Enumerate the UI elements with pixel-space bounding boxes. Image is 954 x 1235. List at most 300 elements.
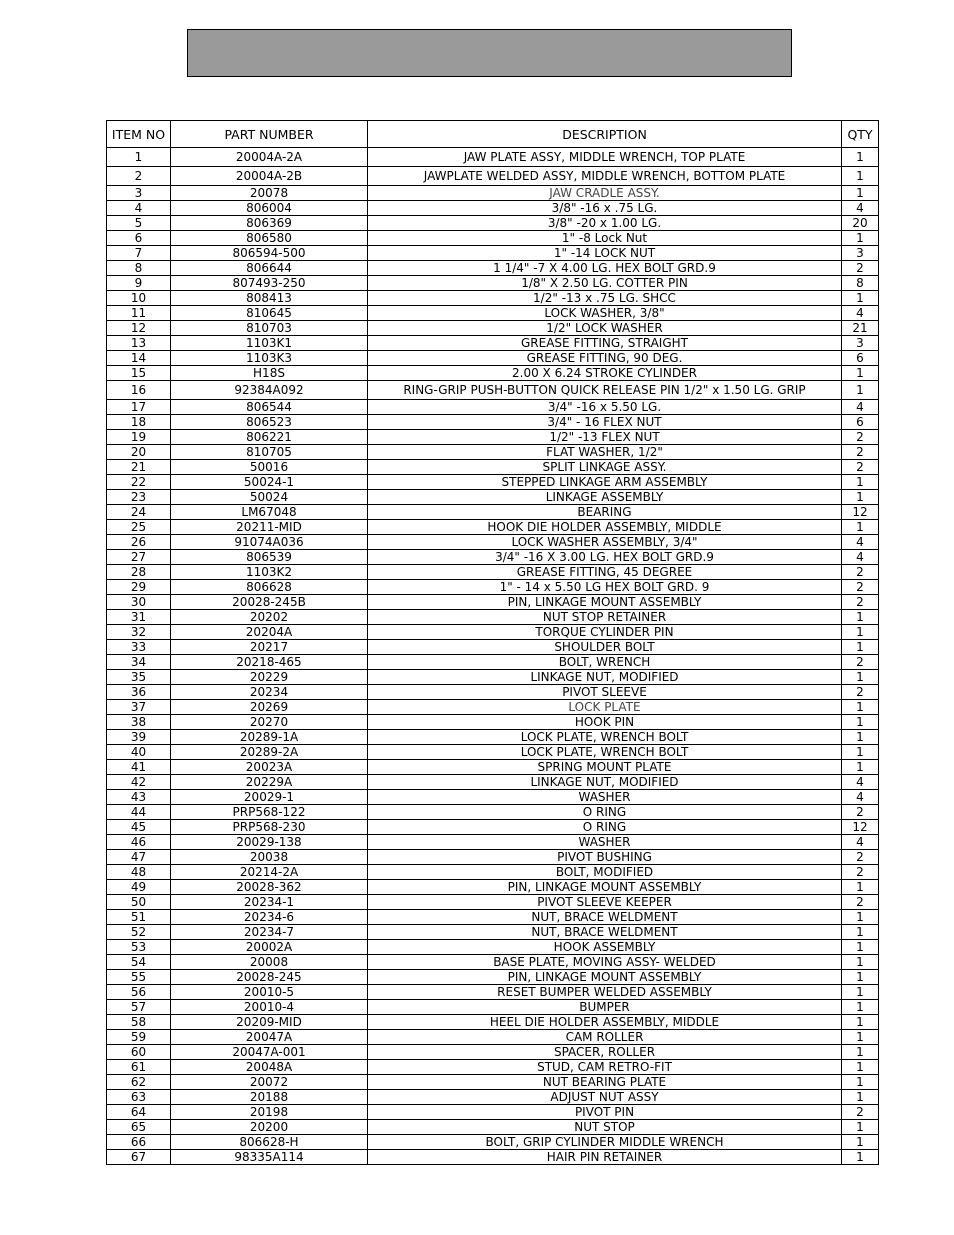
cell-part-number: 20234	[171, 685, 368, 700]
table-row	[107, 216, 879, 231]
cell-item-no: 65	[107, 1120, 171, 1135]
cell-description: TORQUE CYLINDER PIN	[368, 625, 842, 640]
cell-qty: 1	[842, 1045, 879, 1060]
cell-part-number: 20234-7	[171, 925, 368, 940]
cell-qty: 2	[842, 595, 879, 610]
cell-item-no: 48	[107, 865, 171, 880]
cell-description: GREASE FITTING, 90 DEG.	[368, 351, 842, 366]
cell-part-number: 20200	[171, 1120, 368, 1135]
cell-qty: 1	[842, 760, 879, 775]
cell-qty: 1	[842, 148, 879, 167]
table-row	[107, 910, 879, 925]
cell-item-no: 67	[107, 1150, 171, 1165]
cell-qty: 1	[842, 1000, 879, 1015]
cell-part-number: 20028-362	[171, 880, 368, 895]
cell-part-number: PRP568-230	[171, 820, 368, 835]
cell-qty: 1	[842, 1150, 879, 1165]
table-row	[107, 580, 879, 595]
table-row	[107, 415, 879, 430]
cell-qty: 1	[842, 1090, 879, 1105]
cell-description: WASHER	[368, 835, 842, 850]
table-row	[107, 1015, 879, 1030]
cell-item-no: 32	[107, 625, 171, 640]
cell-part-number: 1103K1	[171, 336, 368, 351]
cell-part-number: 20028-245B	[171, 595, 368, 610]
cell-qty: 1	[842, 730, 879, 745]
cell-item-no: 1	[107, 148, 171, 167]
table-row	[107, 1000, 879, 1015]
cell-description: LINKAGE NUT, MODIFIED	[368, 670, 842, 685]
cell-description: BOLT, GRIP CYLINDER MIDDLE WRENCH	[368, 1135, 842, 1150]
cell-item-no: 22	[107, 475, 171, 490]
cell-qty: 1	[842, 490, 879, 505]
table-row	[107, 246, 879, 261]
cell-qty: 2	[842, 895, 879, 910]
cell-item-no: 42	[107, 775, 171, 790]
table-row	[107, 366, 879, 381]
cell-item-no: 3	[107, 186, 171, 201]
cell-item-no: 24	[107, 505, 171, 520]
cell-item-no: 49	[107, 880, 171, 895]
cell-item-no: 54	[107, 955, 171, 970]
cell-part-number: 20072	[171, 1075, 368, 1090]
cell-item-no: 60	[107, 1045, 171, 1060]
cell-qty: 1	[842, 1135, 879, 1150]
cell-qty: 4	[842, 400, 879, 415]
cell-part-number: 20229A	[171, 775, 368, 790]
cell-item-no: 45	[107, 820, 171, 835]
table-row	[107, 895, 879, 910]
cell-item-no: 52	[107, 925, 171, 940]
cell-part-number: 20029-138	[171, 835, 368, 850]
cell-description: RING-GRIP PUSH-BUTTON QUICK RELEASE PIN 1/2" x 1.50 LG. GRIP	[368, 381, 842, 400]
table-row	[107, 985, 879, 1000]
cell-description: WASHER	[368, 790, 842, 805]
cell-description: NUT STOP	[368, 1120, 842, 1135]
cell-qty: 1	[842, 1075, 879, 1090]
table-row	[107, 291, 879, 306]
cell-item-no: 33	[107, 640, 171, 655]
cell-item-no: 64	[107, 1105, 171, 1120]
cell-qty: 1	[842, 745, 879, 760]
cell-qty: 6	[842, 415, 879, 430]
cell-description: 3/4" -16 X 3.00 LG. HEX BOLT GRD.9	[368, 550, 842, 565]
table-row	[107, 520, 879, 535]
cell-part-number: 92384A092	[171, 381, 368, 400]
cell-description: GREASE FITTING, STRAIGHT	[368, 336, 842, 351]
cell-description: O RING	[368, 820, 842, 835]
cell-item-no: 6	[107, 231, 171, 246]
cell-description: 1/8" X 2.50 LG. COTTER PIN	[368, 276, 842, 291]
cell-qty: 2	[842, 1105, 879, 1120]
cell-part-number: 20204A	[171, 625, 368, 640]
cell-part-number: 806369	[171, 216, 368, 231]
cell-description: NUT, BRACE WELDMENT	[368, 925, 842, 940]
table-row	[107, 535, 879, 550]
cell-qty: 1	[842, 940, 879, 955]
cell-item-no: 31	[107, 610, 171, 625]
cell-part-number: H18S	[171, 366, 368, 381]
cell-qty: 1	[842, 715, 879, 730]
cell-item-no: 28	[107, 565, 171, 580]
cell-qty: 1	[842, 381, 879, 400]
cell-part-number: 810703	[171, 321, 368, 336]
cell-part-number: 20008	[171, 955, 368, 970]
cell-part-number: 50024-1	[171, 475, 368, 490]
cell-qty: 1	[842, 291, 879, 306]
cell-qty: 2	[842, 445, 879, 460]
cell-part-number: LM67048	[171, 505, 368, 520]
cell-part-number: 20269	[171, 700, 368, 715]
cell-description: LOCK PLATE, WRENCH BOLT	[368, 730, 842, 745]
column-header-item-no: ITEM NO	[107, 121, 171, 148]
cell-part-number: 806221	[171, 430, 368, 445]
cell-item-no: 27	[107, 550, 171, 565]
table-row	[107, 655, 879, 670]
table-row	[107, 475, 879, 490]
cell-qty: 3	[842, 246, 879, 261]
cell-description: HOOK PIN	[368, 715, 842, 730]
cell-part-number: 20289-1A	[171, 730, 368, 745]
cell-qty: 1	[842, 970, 879, 985]
cell-description: BUMPER	[368, 1000, 842, 1015]
cell-description: 3/4" - 16 FLEX NUT	[368, 415, 842, 430]
column-header-qty: QTY	[842, 121, 879, 148]
table-row	[107, 835, 879, 850]
cell-qty: 12	[842, 820, 879, 835]
cell-part-number: 20002A	[171, 940, 368, 955]
table-row	[107, 490, 879, 505]
cell-part-number: 20038	[171, 850, 368, 865]
cell-item-no: 9	[107, 276, 171, 291]
cell-description: BOLT, WRENCH	[368, 655, 842, 670]
cell-item-no: 11	[107, 306, 171, 321]
cell-item-no: 38	[107, 715, 171, 730]
cell-description: NUT STOP RETAINER	[368, 610, 842, 625]
cell-part-number: 20004A-2A	[171, 148, 368, 167]
table-row	[107, 640, 879, 655]
cell-item-no: 5	[107, 216, 171, 231]
cell-description: SPACER, ROLLER	[368, 1045, 842, 1060]
table-row	[107, 670, 879, 685]
cell-description: PIVOT BUSHING	[368, 850, 842, 865]
cell-item-no: 35	[107, 670, 171, 685]
cell-description: 1/2" LOCK WASHER	[368, 321, 842, 336]
cell-qty: 2	[842, 805, 879, 820]
table-row	[107, 460, 879, 475]
cell-item-no: 26	[107, 535, 171, 550]
cell-item-no: 37	[107, 700, 171, 715]
cell-item-no: 43	[107, 790, 171, 805]
cell-item-no: 30	[107, 595, 171, 610]
cell-description: LINKAGE NUT, MODIFIED	[368, 775, 842, 790]
cell-qty: 1	[842, 910, 879, 925]
cell-qty: 1	[842, 231, 879, 246]
cell-part-number: 50024	[171, 490, 368, 505]
cell-part-number: 810645	[171, 306, 368, 321]
cell-part-number: 50016	[171, 460, 368, 475]
cell-part-number: 20023A	[171, 760, 368, 775]
cell-description: 1/2" -13 FLEX NUT	[368, 430, 842, 445]
cell-part-number: 808413	[171, 291, 368, 306]
cell-description: LOCK WASHER ASSEMBLY, 3/4"	[368, 535, 842, 550]
cell-item-no: 36	[107, 685, 171, 700]
cell-item-no: 20	[107, 445, 171, 460]
cell-description: BEARING	[368, 505, 842, 520]
cell-item-no: 29	[107, 580, 171, 595]
cell-part-number: 806523	[171, 415, 368, 430]
cell-description: STUD, CAM RETRO-FIT	[368, 1060, 842, 1075]
cell-item-no: 16	[107, 381, 171, 400]
cell-item-no: 12	[107, 321, 171, 336]
cell-qty: 1	[842, 880, 879, 895]
cell-part-number: 810705	[171, 445, 368, 460]
table-row	[107, 685, 879, 700]
cell-part-number: 20218-465	[171, 655, 368, 670]
cell-part-number: 20029-1	[171, 790, 368, 805]
cell-part-number: 20047A-001	[171, 1045, 368, 1060]
table-row	[107, 430, 879, 445]
cell-item-no: 34	[107, 655, 171, 670]
cell-qty: 1	[842, 167, 879, 186]
cell-qty: 1	[842, 670, 879, 685]
cell-part-number: 20234-1	[171, 895, 368, 910]
cell-part-number: 806628	[171, 580, 368, 595]
table-row	[107, 790, 879, 805]
table-row	[107, 148, 879, 167]
cell-part-number: 20209-MID	[171, 1015, 368, 1030]
cell-description: JAW CRADLE ASSY.	[368, 186, 842, 201]
cell-item-no: 25	[107, 520, 171, 535]
cell-item-no: 56	[107, 985, 171, 1000]
cell-item-no: 14	[107, 351, 171, 366]
cell-qty: 4	[842, 550, 879, 565]
cell-part-number: 20047A	[171, 1030, 368, 1045]
cell-qty: 3	[842, 336, 879, 351]
cell-qty: 1	[842, 1120, 879, 1135]
cell-description: SHOULDER BOLT	[368, 640, 842, 655]
cell-item-no: 13	[107, 336, 171, 351]
cell-qty: 20	[842, 216, 879, 231]
table-row	[107, 321, 879, 336]
table-row	[107, 201, 879, 216]
table-row	[107, 955, 879, 970]
cell-qty: 1	[842, 366, 879, 381]
table-row	[107, 167, 879, 186]
cell-qty: 4	[842, 790, 879, 805]
cell-description: 1 1/4" -7 X 4.00 LG. HEX BOLT GRD.9	[368, 261, 842, 276]
table-row	[107, 625, 879, 640]
table-row	[107, 306, 879, 321]
cell-part-number: 806539	[171, 550, 368, 565]
table-row	[107, 186, 879, 201]
table-row	[107, 1105, 879, 1120]
table-row	[107, 595, 879, 610]
cell-item-no: 44	[107, 805, 171, 820]
cell-description: LOCK PLATE	[368, 700, 842, 715]
cell-description: STEPPED LINKAGE ARM ASSEMBLY	[368, 475, 842, 490]
table-row	[107, 381, 879, 400]
cell-qty: 12	[842, 505, 879, 520]
cell-description: RESET BUMPER WELDED ASSEMBLY	[368, 985, 842, 1000]
cell-qty: 4	[842, 835, 879, 850]
cell-description: 1" -14 LOCK NUT	[368, 246, 842, 261]
cell-qty: 1	[842, 520, 879, 535]
cell-part-number: 20028-245	[171, 970, 368, 985]
table-row	[107, 730, 879, 745]
cell-description: NUT BEARING PLATE	[368, 1075, 842, 1090]
cell-qty: 1	[842, 700, 879, 715]
column-header-description: DESCRIPTION	[368, 121, 842, 148]
cell-part-number: 20217	[171, 640, 368, 655]
header-bar	[187, 29, 792, 77]
cell-qty: 6	[842, 351, 879, 366]
cell-part-number: 20211-MID	[171, 520, 368, 535]
cell-qty: 1	[842, 186, 879, 201]
cell-qty: 1	[842, 985, 879, 1000]
cell-description: HOOK DIE HOLDER ASSEMBLY, MIDDLE	[368, 520, 842, 535]
cell-part-number: 20229	[171, 670, 368, 685]
table-body	[107, 148, 879, 1165]
cell-description: BASE PLATE, MOVING ASSY- WELDED	[368, 955, 842, 970]
cell-item-no: 21	[107, 460, 171, 475]
cell-description: 1" - 14 x 5.50 LG HEX BOLT GRD. 9	[368, 580, 842, 595]
cell-description: ADJUST NUT ASSY	[368, 1090, 842, 1105]
cell-qty: 2	[842, 460, 879, 475]
table-row	[107, 1150, 879, 1165]
table-row	[107, 940, 879, 955]
cell-description: PIVOT SLEEVE KEEPER	[368, 895, 842, 910]
cell-description: PIVOT SLEEVE	[368, 685, 842, 700]
cell-part-number: 20214-2A	[171, 865, 368, 880]
cell-part-number: 806004	[171, 201, 368, 216]
table-row	[107, 400, 879, 415]
table-row	[107, 850, 879, 865]
cell-description: HAIR PIN RETAINER	[368, 1150, 842, 1165]
cell-part-number: 20198	[171, 1105, 368, 1120]
cell-item-no: 58	[107, 1015, 171, 1030]
cell-item-no: 18	[107, 415, 171, 430]
cell-description: SPRING MOUNT PLATE	[368, 760, 842, 775]
cell-part-number: 20010-5	[171, 985, 368, 1000]
cell-description: 1/2" -13 x .75 LG. SHCC	[368, 291, 842, 306]
table-row	[107, 1060, 879, 1075]
table-row	[107, 1030, 879, 1045]
cell-description: BOLT, MODIFIED	[368, 865, 842, 880]
cell-description: 3/8" -16 x .75 LG.	[368, 201, 842, 216]
cell-item-no: 15	[107, 366, 171, 381]
cell-qty: 1	[842, 955, 879, 970]
cell-qty: 2	[842, 430, 879, 445]
table-row	[107, 1090, 879, 1105]
column-header-part-number: PART NUMBER	[171, 121, 368, 148]
cell-item-no: 55	[107, 970, 171, 985]
table-row	[107, 505, 879, 520]
cell-item-no: 4	[107, 201, 171, 216]
cell-item-no: 39	[107, 730, 171, 745]
cell-part-number: 20289-2A	[171, 745, 368, 760]
table-row	[107, 1075, 879, 1090]
table-row	[107, 1045, 879, 1060]
cell-part-number: 20270	[171, 715, 368, 730]
cell-qty: 1	[842, 1030, 879, 1045]
cell-qty: 1	[842, 640, 879, 655]
cell-description: PIN, LINKAGE MOUNT ASSEMBLY	[368, 880, 842, 895]
cell-part-number: 807493-250	[171, 276, 368, 291]
table-row	[107, 261, 879, 276]
cell-part-number: 1103K2	[171, 565, 368, 580]
cell-description: SPLIT LINKAGE ASSY.	[368, 460, 842, 475]
cell-item-no: 62	[107, 1075, 171, 1090]
table-row	[107, 865, 879, 880]
cell-qty: 2	[842, 685, 879, 700]
cell-item-no: 66	[107, 1135, 171, 1150]
table-row	[107, 276, 879, 291]
table-row	[107, 820, 879, 835]
cell-part-number: 806628-H	[171, 1135, 368, 1150]
cell-item-no: 7	[107, 246, 171, 261]
cell-item-no: 59	[107, 1030, 171, 1045]
cell-qty: 8	[842, 276, 879, 291]
cell-qty: 2	[842, 580, 879, 595]
cell-description: PIVOT PIN	[368, 1105, 842, 1120]
table-header-row	[107, 121, 879, 148]
cell-item-no: 10	[107, 291, 171, 306]
cell-description: HOOK ASSEMBLY	[368, 940, 842, 955]
table-row	[107, 565, 879, 580]
cell-qty: 1	[842, 625, 879, 640]
table-row	[107, 925, 879, 940]
cell-description: PIN, LINKAGE MOUNT ASSEMBLY	[368, 970, 842, 985]
cell-qty: 4	[842, 535, 879, 550]
cell-part-number: 20188	[171, 1090, 368, 1105]
cell-item-no: 19	[107, 430, 171, 445]
cell-qty: 2	[842, 865, 879, 880]
table-row	[107, 715, 879, 730]
table-row	[107, 1120, 879, 1135]
table-row	[107, 805, 879, 820]
table-row	[107, 775, 879, 790]
cell-item-no: 57	[107, 1000, 171, 1015]
cell-item-no: 17	[107, 400, 171, 415]
cell-qty: 1	[842, 1060, 879, 1075]
cell-qty: 1	[842, 610, 879, 625]
cell-description: LOCK PLATE, WRENCH BOLT	[368, 745, 842, 760]
table-row	[107, 231, 879, 246]
cell-description: GREASE FITTING, 45 DEGREE	[368, 565, 842, 580]
table-row	[107, 880, 879, 895]
table-row	[107, 351, 879, 366]
cell-description: LINKAGE ASSEMBLY	[368, 490, 842, 505]
table-row	[107, 336, 879, 351]
cell-description: FLAT WASHER, 1/2"	[368, 445, 842, 460]
table-row	[107, 610, 879, 625]
table-row	[107, 745, 879, 760]
cell-item-no: 63	[107, 1090, 171, 1105]
cell-description: NUT, BRACE WELDMENT	[368, 910, 842, 925]
cell-part-number: 20202	[171, 610, 368, 625]
cell-qty: 4	[842, 201, 879, 216]
parts-table	[106, 120, 879, 1165]
cell-qty: 4	[842, 775, 879, 790]
cell-qty: 2	[842, 850, 879, 865]
cell-item-no: 50	[107, 895, 171, 910]
cell-qty: 2	[842, 261, 879, 276]
cell-qty: 2	[842, 565, 879, 580]
cell-description: 1" -8 Lock Nut	[368, 231, 842, 246]
cell-item-no: 53	[107, 940, 171, 955]
cell-item-no: 8	[107, 261, 171, 276]
